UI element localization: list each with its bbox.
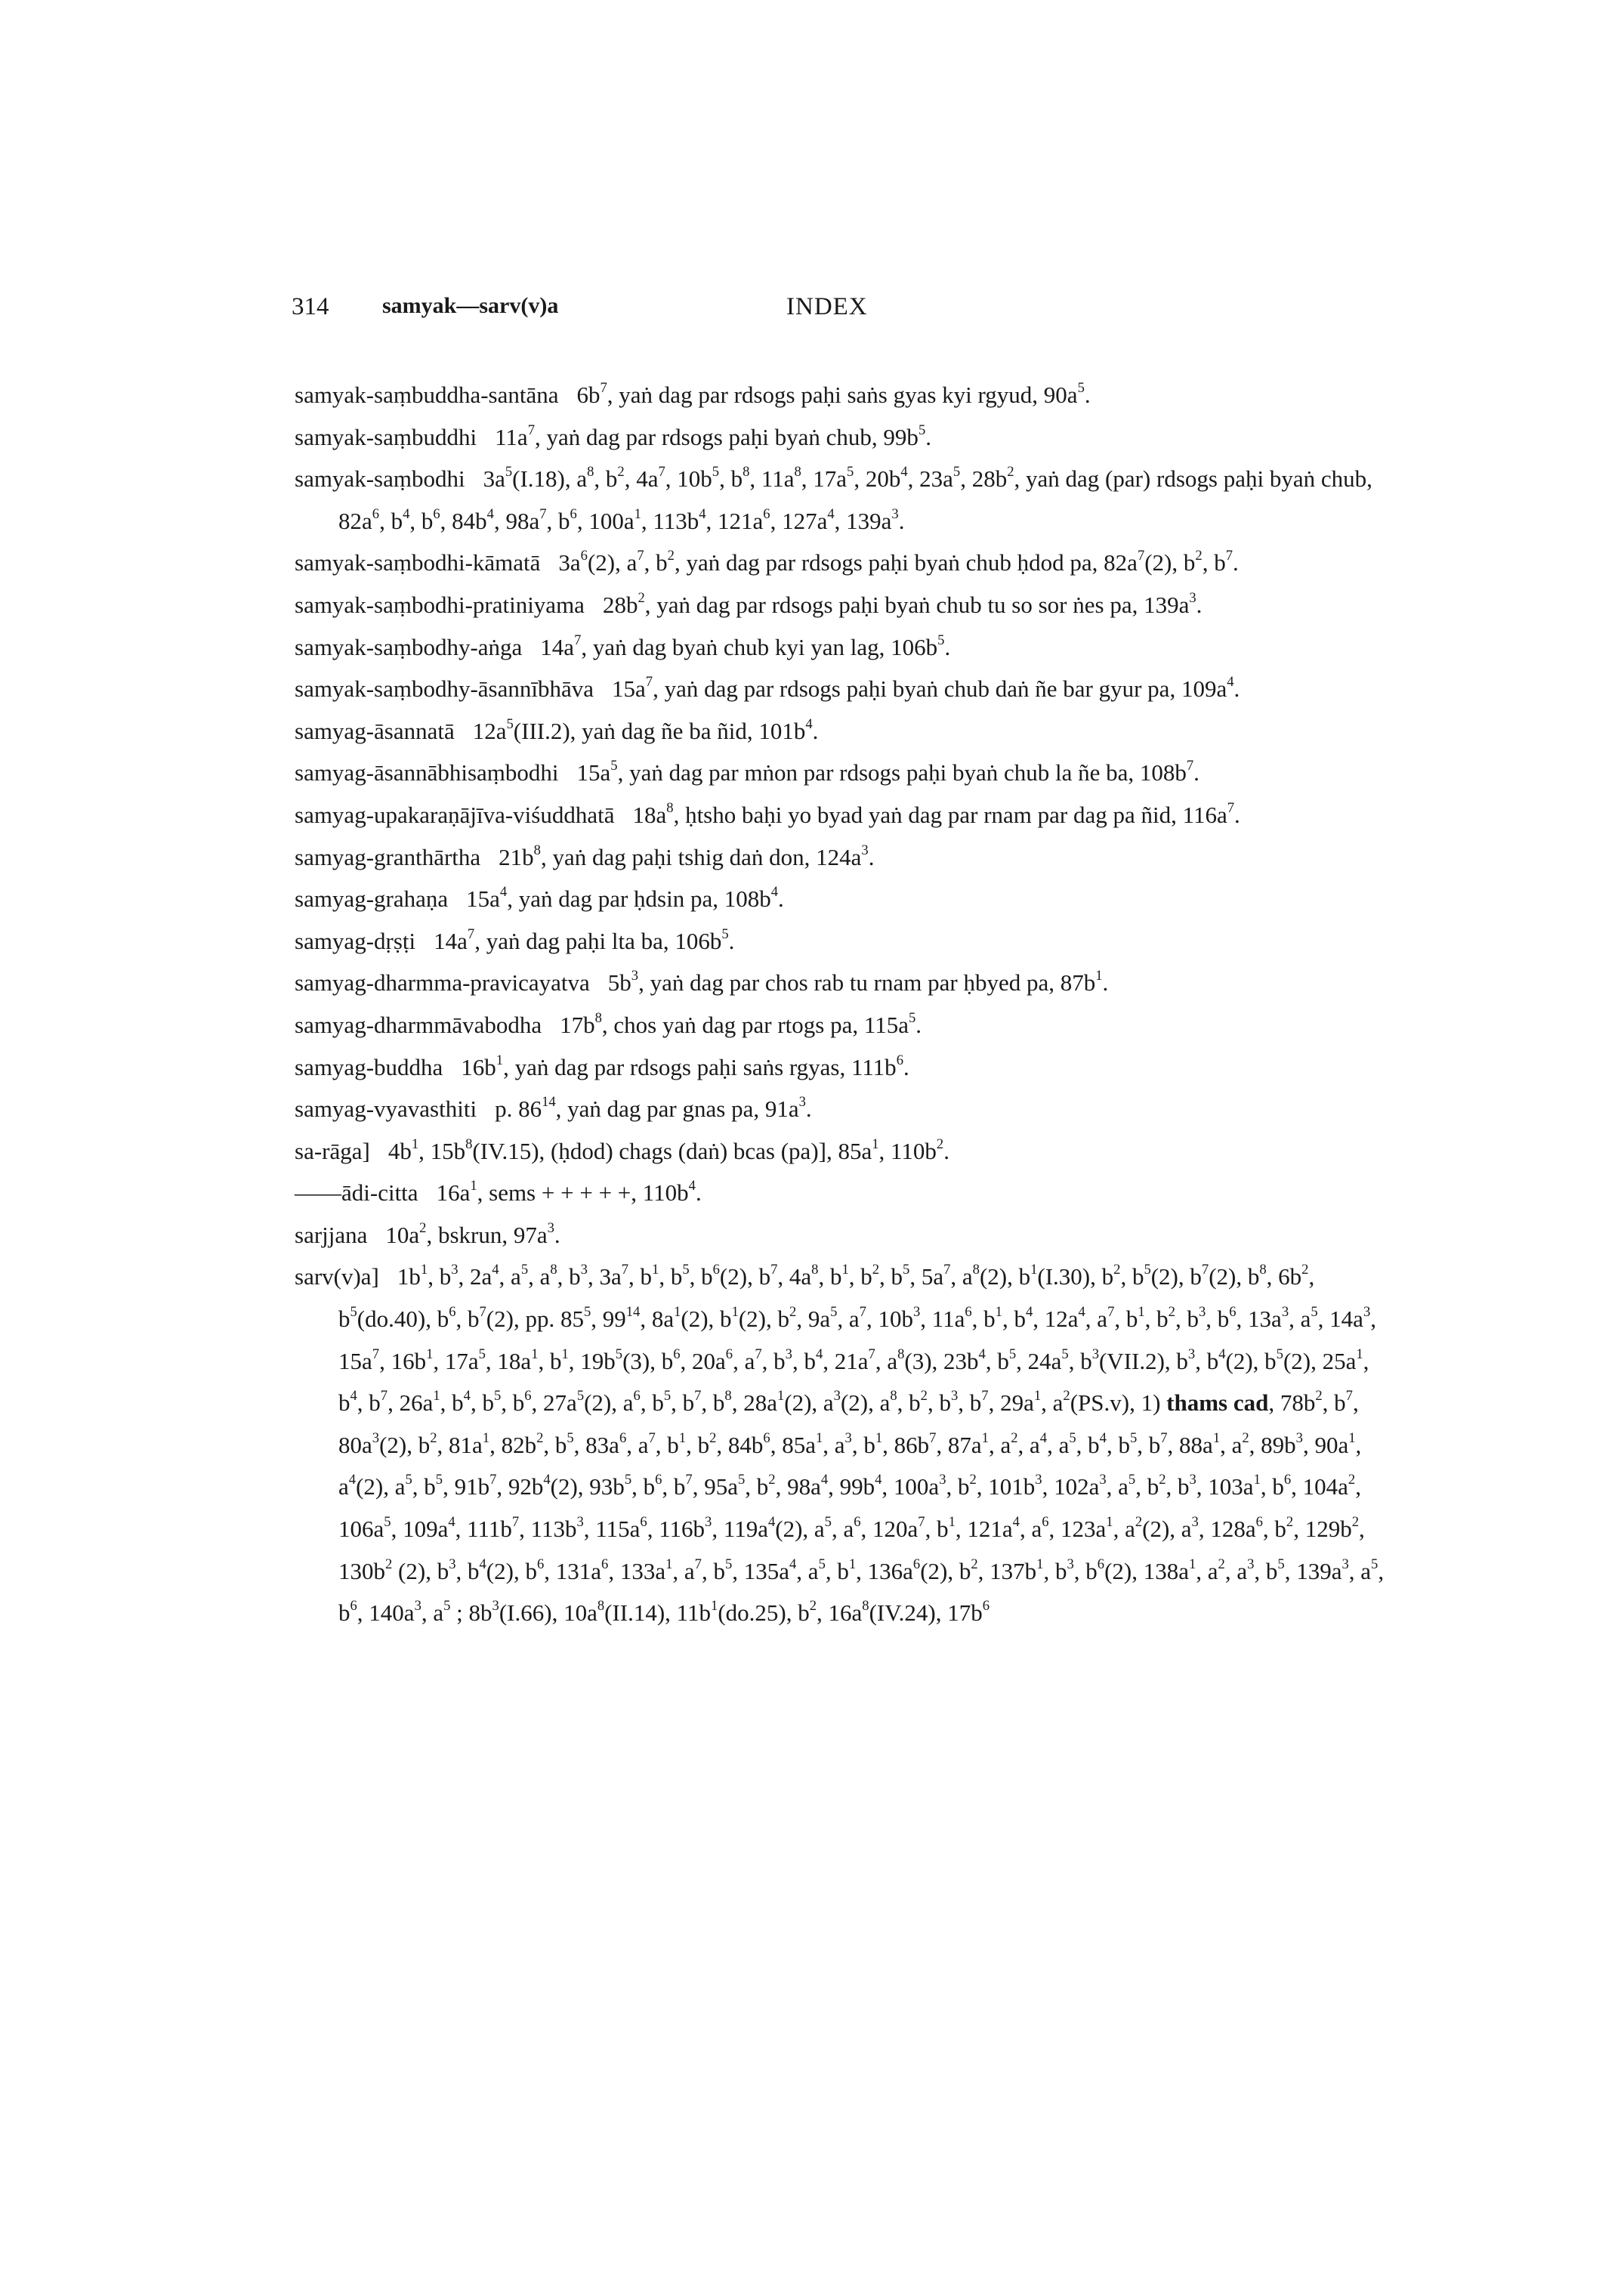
entry-headword: sarv(v)a] (295, 1263, 379, 1290)
entry-headword: sarjjana (295, 1221, 368, 1248)
entry-headword: samyak-saṃbodhy-āsannībhāva (295, 675, 594, 703)
entry-headword: samyag-buddha (295, 1053, 443, 1080)
index-entries (295, 374, 1386, 1634)
entry-references: $3a^5(I.18)$, $a^8$, $b^2$, $4a^7$, $10b^5$, $b^8$, $11a^8$, $17a^5$, $20b^4$, $23a^5$, $28b^2$, yaṅ dag (par) rdsogs paḥi byaṅ chub, $82a^6$, $b^4$, $b^6$, $84b^4$, $98a^7$, $b^6$, $100a^1$, $113b^4$, $121a^6$, $127a^4$, $139a^3$. (338, 464, 1372, 534)
entry-references: p. $86^{14}$, yaṅ dag par gnas pa, $91a^3$. (495, 1094, 812, 1123)
index-entry (295, 962, 1386, 1004)
entry-headword: samyag-dharmma-pravicayatva (295, 969, 590, 997)
entry-references: $4b^1$, $15b^8(IV.15)$, (ḥdod) chags (daṅ) bcas (pa)], $85a^1$, $110b^2$. (387, 1136, 949, 1164)
entry-references: $21b^8$, yaṅ dag paḥi tshig daṅ don, $124a^3$. (499, 842, 875, 870)
entry-headword: samyak-saṃbodhi-kāmatā (295, 549, 541, 576)
index-entry (295, 1046, 1386, 1089)
index-entry (295, 458, 1386, 542)
entry-references: $14a^7$, yaṅ dag byaṅ chub kyi yan lag, $106b^5$. (540, 632, 951, 660)
index-entry (295, 794, 1386, 836)
entry-headword: ——ādi-citta (295, 1179, 418, 1207)
index-entry (295, 668, 1386, 710)
entry-references: $12a^5(III.2)$, yaṅ dag ñe ba ñid, $101b^4$. (472, 715, 819, 744)
entry-headword: samyak-saṃbodhi (295, 465, 465, 493)
index-entry (295, 836, 1386, 879)
entry-references: $16b^1$, yaṅ dag par rdsogs paḥi saṅs rgyas, $111b^6$. (461, 1052, 909, 1080)
running-head-title: INDEX (786, 293, 868, 320)
entry-headword: samyak-saṃbuddhi (295, 423, 477, 450)
entry-headword: samyag-vyavasthiti (295, 1095, 477, 1123)
index-entry (295, 1130, 1386, 1173)
index-entry (295, 1214, 1386, 1256)
entry-references: $10a^2$, bskrun, $97a^3$. (385, 1219, 560, 1248)
entry-headword: samyag-āsannatā (295, 717, 455, 744)
entry-headword: sa-rāga] (295, 1137, 370, 1164)
entry-headword: samyak-saṃbodhy-aṅga (295, 633, 523, 660)
page-number: 314 (292, 293, 329, 320)
entry-references: $15a^7$, yaṅ dag par rdsogs paḥi byaṅ chub daṅ ñe bar gyur pa, $109a^4$. (612, 674, 1240, 703)
index-entry (295, 710, 1386, 752)
index-entry (295, 752, 1386, 794)
entry-references: $14a^7$, yaṅ dag paḥi lta ba, $106b^5$. (434, 926, 735, 954)
index-entry (295, 878, 1386, 920)
entry-references: $16a^1$, sems + + + + +, $110b^4$. (436, 1178, 702, 1207)
entry-references: $6b^7$, yaṅ dag par rdsogs paḥi saṅs gyas kyi rgyud, $90a^5$. (576, 380, 1091, 408)
index-entry (295, 416, 1386, 459)
entry-headword: samyag-granthārtha (295, 843, 481, 870)
entry-references: $11a^7$, yaṅ dag par rdsogs paḥi byaṅ chub, $99b^5$. (495, 422, 931, 450)
index-entry (295, 920, 1386, 963)
index-entry (295, 1172, 1386, 1214)
entry-references: $28b^2$, yaṅ dag par rdsogs paḥi byaṅ chub tu so sor ṅes pa, $139a^3$. (602, 590, 1203, 618)
entry-references: $1b^1$, $b^3$, $2a^4$, $a^5$, $a^8$, $b^3$, $3a^7$, $b^1$, $b^5$, $b^6(2)$, $b^7$, $4a^8$, $b^1$, $b^2$, $b^5$, $5a^7$, $a^8(2)$, $b^1(I.30)$, $b^2$, $b^5(2)$, $b^7(2)$, $b^8$, $6b^2$, $b^5(do.40)$, $b^6$, $b^7(2)$, pp. $85^5$, $99^{14}$, $8a^1(2)$, $b^1(2)$, $b^2$, $9a^5$, $a^7$, $10b^3$, $11a^6$, $b^1$, $b^4$, $12a^4$, $a^7$, $b^1$, $b^2$, $b^3$, $b^6$, $13a^3$, $a^5$, $14a^3$, $15a^7$, $16b^1$, $17a^5$, $18a^1$, $b^1$, $19b^5(3)$, $b^6$, $20a^6$, $a^7$, $b^3$, $b^4$, $21a^7$, $a^8(3)$, $23b^4$, $b^5$, $24a^5$, $b^3(VII.2)$, $b^3$, $b^4(2)$, $b^5(2)$, $25a^1$, $b^4$, $b^7$, $26a^1$, $b^4$, $b^5$, $b^6$, $27a^5(2)$, $a^6$, $b^5$, $b^7$, $b^8$, $28a^1(2)$, $a^3(2)$, $a^8$, $b^2$, $b^3$, $b^7$, $29a^1$, $a^2(PS.v)$, 1) thams cad, $78b^2$, $b^7$, $80a^3(2)$, $b^2$, $81a^1$, $82b^2$, $b^5$, $83a^6$, $a^7$, $b^1$, $b^2$, $84b^6$, $85a^1$, $a^3$, $b^1$, $86b^7$, $87a^1$, $a^2$, $a^4$, $a^5$, $b^4$, $b^5$, $b^7$, $88a^1$, $a^2$, $89b^3$, $90a^1$, $a^4(2)$, $a^5$, $b^5$, $91b^7$, $92b^4(2)$, $93b^5$, $b^6$, $b^7$, $95a^5$, $b^2$, $98a^4$, $99b^4$, $100a^3$, $b^2$, $101b^3$, $102a^3$, $a^5$, $b^2$, $b^3$, $103a^1$, $b^6$, $104a^2$, $106a^5$, $109a^4$, $111b^7$, $113b^3$, $115a^6$, $116b^3$, $119a^4(2)$, $a^5$, $a^6$, $120a^7$, $b^1$, $121a^4$, $a^6$, $123a^1$, $a^2(2)$, $a^3$, $128a^6$, $b^2$, $129b^2$, $130b^2$ (2), $b^3$, $b^4(2)$, $b^6$, $131a^6$, $133a^1$, $a^7$, $b^5$, $135a^4$, $a^5$, $b^1$, $136a^6(2)$, $b^2$, $137b^1$, $b^3$, $b^6(2)$, $138a^1$, $a^2$, $a^3$, $b^5$, $139a^3$, $a^5$, $b^6$, $140a^3$, $a^5$ ; $8b^3(I.66)$, $10a^8(II.14)$, $11b^1(do.25)$, $b^2$, $16a^8(IV.24)$, $17b^6$ (338, 1262, 1385, 1627)
entry-references: $15a^5$, yaṅ dag par mṅon par rdsogs paḥi byaṅ chub la ñe ba, $108b^7$. (576, 758, 1199, 786)
index-entry (295, 374, 1386, 416)
entry-references: $3a^6(2)$, $a^7$, $b^2$, yaṅ dag par rdsogs paḥi byaṅ chub ḥdod pa, $82a^7(2)$, $b^2$, $b^7$. (558, 548, 1239, 576)
index-entry (295, 1004, 1386, 1046)
index-entry (295, 1256, 1386, 1633)
entry-headword: samyag-dharmmāvabodha (295, 1011, 542, 1038)
entry-headword: samyag-grahaṇa (295, 885, 449, 913)
entry-references: $15a^4$, yaṅ dag par ḥdsin pa, $108b^4$. (466, 884, 784, 913)
entry-headword: samyak-saṃbodhi-pratiniyama (295, 591, 585, 618)
index-entry (295, 626, 1386, 669)
entry-references: $17b^8$, chos yaṅ dag par rtogs pa, $115a^5$. (560, 1009, 922, 1038)
entry-headword: samyak-saṃbuddha-santāna (295, 382, 559, 408)
entry-headword: samyag-āsannābhisaṃbodhi (295, 759, 559, 786)
entry-references: $5b^3$, yaṅ dag par chos rab tu rnam par ḥbyed pa, $87b^1$. (607, 968, 1109, 997)
running-head-range: samyak—sarv(v)a (382, 293, 559, 318)
index-entry (295, 1088, 1386, 1130)
entry-headword: samyag-upakaraṇājīva-viśuddhatā (295, 801, 615, 828)
page-header (292, 293, 1387, 331)
entry-references: $18a^8$, ḥtsho baḥi yo byad yaṅ dag par rnam par dag pa ñid, $116a^7$. (632, 800, 1240, 828)
index-entry (295, 542, 1386, 584)
index-entry (295, 584, 1386, 626)
entry-headword: samyag-dṛṣṭi (295, 927, 416, 954)
